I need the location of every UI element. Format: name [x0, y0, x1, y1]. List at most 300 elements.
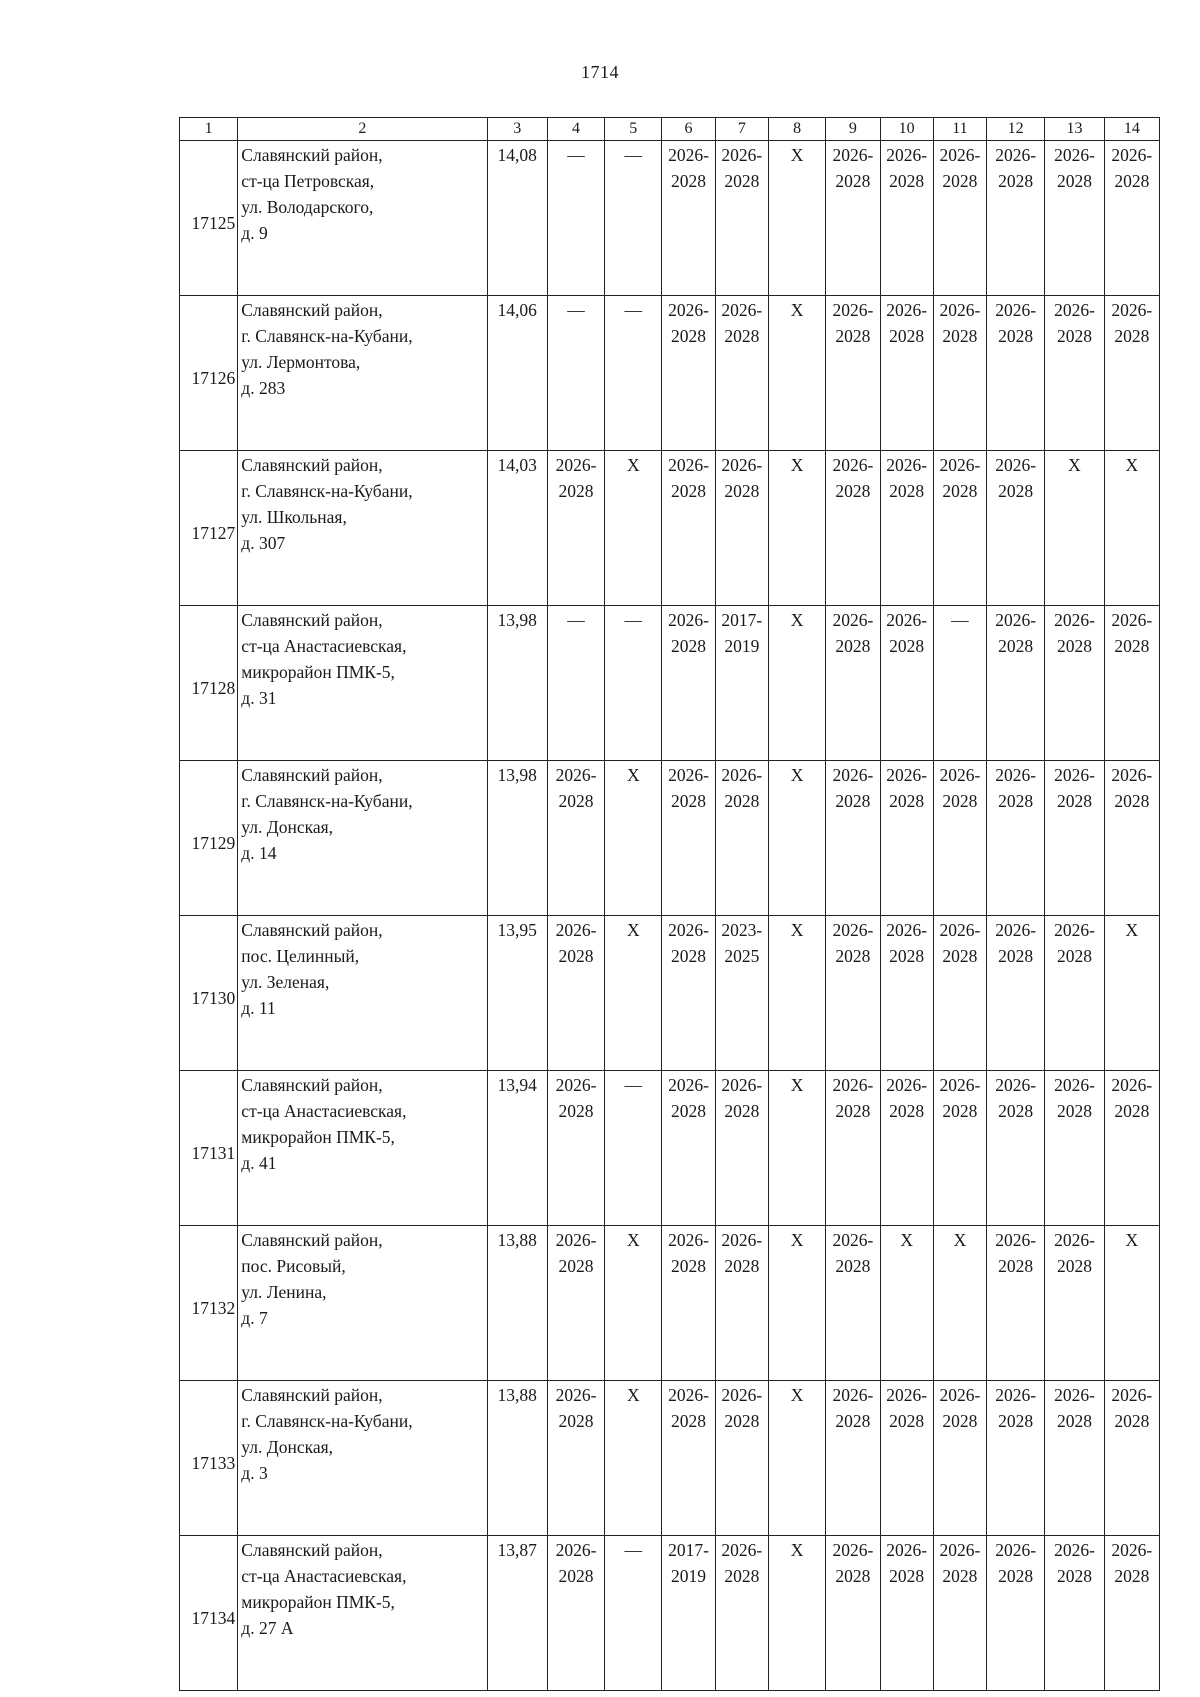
value-cell [1104, 141, 1159, 296]
value-line: 2026- [832, 455, 874, 475]
address-cell [238, 1381, 487, 1536]
value-cell [987, 1071, 1045, 1226]
value-cell [1104, 1381, 1159, 1536]
value-line: 2028 [558, 481, 594, 501]
value-cell [1045, 1226, 1104, 1381]
value-cell [880, 761, 933, 916]
value-line: 2028 [998, 1411, 1034, 1431]
value-line: 2026- [939, 1075, 981, 1095]
value-line: 2028 [724, 791, 760, 811]
value-cell [987, 916, 1045, 1071]
record-id-cell: 17130 [180, 916, 238, 1071]
value-cell [933, 296, 986, 451]
area-cell: 13,88 [487, 1226, 547, 1381]
value-line: 2028 [1056, 1256, 1092, 1276]
column-number-cell: 6 [662, 118, 715, 141]
value-line: 2026- [995, 920, 1037, 940]
value-line: 2028 [998, 636, 1034, 656]
address-cell [238, 606, 487, 761]
value-line: 2026- [832, 920, 874, 940]
record-id-cell: 17134 [180, 1536, 238, 1691]
value-line: 2028 [889, 481, 925, 501]
value-cell [547, 296, 604, 451]
area-cell: 14,03 [487, 451, 547, 606]
value-line: 2026- [832, 300, 874, 320]
address-line: ст-ца Анастасиевская, [241, 636, 407, 656]
address-line: г. Славянск-на-Кубани, [241, 326, 413, 346]
value-line: 2026- [832, 765, 874, 785]
value-cell [933, 606, 986, 761]
table-row [180, 606, 1160, 761]
value-line: 2028 [942, 946, 978, 966]
address-line: микрорайон ПМК-5, [241, 1592, 395, 1612]
value-cell [1104, 296, 1159, 451]
value-line: 2028 [1114, 171, 1150, 191]
value-cell [662, 761, 715, 916]
value-cell [933, 1226, 986, 1381]
value-line: 2028 [724, 481, 760, 501]
value-line: 2028 [724, 171, 760, 191]
value-line: 2028 [998, 481, 1034, 501]
value-cell [880, 141, 933, 296]
value-cell [826, 761, 880, 916]
value-cell [662, 1381, 715, 1536]
value-cell [933, 1071, 986, 1226]
value-line: 2026- [668, 765, 709, 785]
value-cell [1104, 761, 1159, 916]
value-line: Х [626, 920, 640, 940]
value-line: 2028 [889, 791, 925, 811]
value-line: 2026- [886, 610, 928, 630]
value-line: 2028 [724, 1566, 760, 1586]
value-cell [768, 916, 825, 1071]
value-cell [1045, 606, 1104, 761]
value-line: 2026- [668, 610, 709, 630]
record-id-cell: 17125 [180, 141, 238, 296]
value-line: 2026- [555, 1075, 597, 1095]
value-line: 2026- [886, 455, 928, 475]
value-line: Х [790, 1540, 804, 1560]
dash-mark: — [567, 300, 585, 320]
address-line: ул. Донская, [241, 817, 334, 837]
value-line: Х [790, 455, 804, 475]
value-cell [987, 296, 1045, 451]
registry-table [179, 117, 1160, 1691]
value-line: 2026- [939, 455, 981, 475]
value-line: 2026- [555, 765, 597, 785]
record-id-cell: 17131 [180, 1071, 238, 1226]
value-cell [547, 1381, 604, 1536]
value-line: 2023- [721, 920, 763, 940]
value-cell [933, 761, 986, 916]
value-line: Х [790, 1230, 804, 1250]
area-cell: 13,95 [487, 916, 547, 1071]
value-line: 2026- [886, 1075, 928, 1095]
value-cell [1104, 606, 1159, 761]
value-line: Х [790, 1075, 804, 1095]
value-line: 2028 [558, 1566, 594, 1586]
value-line: 2026- [886, 300, 928, 320]
value-cell [933, 916, 986, 1071]
value-cell [1104, 1071, 1159, 1226]
value-cell [715, 1226, 768, 1381]
column-number-cell: 8 [768, 118, 825, 141]
value-line: 2026- [995, 610, 1037, 630]
value-line: 2026- [832, 610, 874, 630]
dash-mark: — [624, 1075, 643, 1095]
value-line: 2026- [1111, 1385, 1153, 1405]
address-cell [238, 1071, 487, 1226]
value-line: 2026- [995, 455, 1037, 475]
address-line: д. 7 [241, 1308, 268, 1328]
value-line: 2028 [835, 171, 871, 191]
address-line: г. Славянск-на-Кубани, [241, 791, 413, 811]
dash-mark: — [624, 610, 643, 630]
value-cell [605, 451, 662, 606]
address-line: ул. Донская, [241, 1437, 334, 1457]
value-line: 2026- [668, 1075, 709, 1095]
value-line: 2028 [889, 1566, 925, 1586]
value-line: 2026- [555, 1385, 597, 1405]
value-line: 2026- [1054, 920, 1095, 940]
value-cell [605, 296, 662, 451]
value-line: Х [790, 765, 804, 785]
value-line: 2028 [671, 791, 707, 811]
address-line: д. 14 [241, 843, 277, 863]
value-cell [547, 451, 604, 606]
value-line: 2017- [668, 1540, 709, 1560]
address-line: Славянский район, [241, 610, 383, 630]
value-line: 2028 [671, 326, 707, 346]
value-line: 2026- [832, 1385, 874, 1405]
record-id-cell: 17127 [180, 451, 238, 606]
address-cell [238, 916, 487, 1071]
value-line: 2026- [721, 1230, 763, 1250]
value-line: 2026- [832, 1230, 874, 1250]
value-line: 2028 [671, 1256, 707, 1276]
value-line: 2028 [671, 171, 707, 191]
value-line: 2026- [555, 920, 597, 940]
value-line: 2026- [1054, 300, 1095, 320]
address-line: г. Славянск-на-Кубани, [241, 1411, 413, 1431]
value-line: 2026- [668, 145, 709, 165]
table-header-row [180, 118, 1160, 141]
value-line: 2026- [1111, 300, 1153, 320]
value-line: 2028 [889, 326, 925, 346]
value-cell [826, 141, 880, 296]
value-cell [715, 1071, 768, 1226]
value-cell [715, 451, 768, 606]
value-line: 2026- [939, 1385, 981, 1405]
address-line: д. 11 [241, 998, 276, 1018]
value-line: 2026- [721, 300, 763, 320]
address-line: д. 307 [241, 533, 286, 553]
value-cell [826, 296, 880, 451]
address-line: д. 9 [241, 223, 268, 243]
column-number-cell: 12 [987, 118, 1045, 141]
table-row [180, 141, 1160, 296]
value-cell [1104, 916, 1159, 1071]
area-cell: 14,06 [487, 296, 547, 451]
value-cell [715, 916, 768, 1071]
value-line: 2026- [668, 1385, 709, 1405]
value-line: 2026- [995, 1540, 1037, 1560]
value-line: 2019 [671, 1566, 707, 1586]
value-line: 2028 [998, 171, 1034, 191]
value-line: 2028 [724, 1411, 760, 1431]
value-line: 2028 [671, 636, 707, 656]
value-line: 2026- [1054, 1540, 1095, 1560]
address-line: Славянский район, [241, 145, 383, 165]
table-row [180, 761, 1160, 916]
value-line: 2028 [835, 481, 871, 501]
value-cell [1045, 1071, 1104, 1226]
value-cell [605, 1381, 662, 1536]
column-number-cell: 10 [880, 118, 933, 141]
table-row [180, 451, 1160, 606]
value-cell [768, 1071, 825, 1226]
value-cell [826, 1071, 880, 1226]
value-line: 2028 [942, 171, 978, 191]
address-cell [238, 451, 487, 606]
value-cell [826, 1381, 880, 1536]
value-cell [547, 1536, 604, 1691]
value-line: Х [626, 1385, 640, 1405]
address-line: ул. Зеленая, [241, 972, 330, 992]
column-number-cell: 7 [715, 118, 768, 141]
value-line: 2026- [1054, 765, 1095, 785]
value-cell [662, 296, 715, 451]
value-cell [547, 606, 604, 761]
value-cell [880, 296, 933, 451]
value-line: 2028 [835, 791, 871, 811]
address-line: г. Славянск-на-Кубани, [241, 481, 413, 501]
value-line: 2028 [889, 1101, 925, 1121]
value-cell [715, 761, 768, 916]
address-line: ст-ца Анастасиевская, [241, 1566, 407, 1586]
address-line: ул. Володарского, [241, 197, 374, 217]
value-line: 2028 [1056, 1101, 1092, 1121]
value-line: 2026- [721, 455, 763, 475]
address-line: Славянский район, [241, 765, 383, 785]
value-cell [662, 1536, 715, 1691]
value-line: Х [790, 145, 804, 165]
area-cell: 13,87 [487, 1536, 547, 1691]
value-line: 2028 [998, 326, 1034, 346]
value-cell [987, 141, 1045, 296]
value-cell [605, 1226, 662, 1381]
column-number-cell: 11 [933, 118, 986, 141]
value-line: 2026- [1054, 1230, 1095, 1250]
value-cell [826, 1226, 880, 1381]
value-line: 2026- [668, 920, 709, 940]
value-line: 2025 [724, 946, 760, 966]
record-id-cell: 17129 [180, 761, 238, 916]
value-line: 2028 [998, 791, 1034, 811]
value-line: 2026- [721, 1385, 763, 1405]
value-cell [826, 606, 880, 761]
value-line: Х [790, 610, 804, 630]
value-line: 2028 [942, 1101, 978, 1121]
area-cell: 14,08 [487, 141, 547, 296]
value-line: 2026- [886, 920, 928, 940]
value-line: 2028 [942, 1411, 978, 1431]
area-cell: 13,98 [487, 606, 547, 761]
address-line: ул. Ленина, [241, 1282, 327, 1302]
value-line: 2028 [835, 1566, 871, 1586]
area-cell: 13,98 [487, 761, 547, 916]
address-line: ул. Лермонтова, [241, 352, 361, 372]
value-cell [605, 761, 662, 916]
column-number-cell: 3 [487, 118, 547, 141]
value-cell [987, 1536, 1045, 1691]
address-line: Славянский район, [241, 455, 383, 475]
address-line: ст-ца Петровская, [241, 171, 375, 191]
value-cell [715, 1536, 768, 1691]
area-cell: 13,88 [487, 1381, 547, 1536]
value-line: Х [790, 1385, 804, 1405]
value-line: 2028 [558, 946, 594, 966]
value-cell [1045, 761, 1104, 916]
value-line: 2028 [1056, 171, 1092, 191]
value-cell [768, 761, 825, 916]
value-cell [880, 1381, 933, 1536]
value-cell [768, 1381, 825, 1536]
value-line: Х [1125, 455, 1139, 475]
value-line: 2028 [724, 1256, 760, 1276]
value-line: 2026- [832, 1075, 874, 1095]
value-cell [1104, 1536, 1159, 1691]
value-cell [768, 1226, 825, 1381]
value-line: 2028 [558, 1101, 594, 1121]
value-line: 2028 [671, 1101, 707, 1121]
value-cell [826, 916, 880, 1071]
value-cell [662, 1226, 715, 1381]
value-line: 2028 [558, 1411, 594, 1431]
table-row [180, 1536, 1160, 1691]
value-line: 2028 [724, 1101, 760, 1121]
value-line: 2028 [1056, 326, 1092, 346]
value-line: 2026- [939, 920, 981, 940]
value-line: 2026- [721, 765, 763, 785]
value-cell [1104, 1226, 1159, 1381]
value-line: 2026- [995, 765, 1037, 785]
value-line: 2028 [1114, 636, 1150, 656]
value-cell [1104, 451, 1159, 606]
value-line: 2026- [1111, 1075, 1153, 1095]
value-cell [547, 916, 604, 1071]
value-line: 2028 [835, 1101, 871, 1121]
address-line: д. 31 [241, 688, 277, 708]
value-line: Х [626, 455, 640, 475]
value-line: 2028 [558, 1256, 594, 1276]
address-cell [238, 1226, 487, 1381]
value-line: 2026- [939, 300, 981, 320]
value-cell [768, 1536, 825, 1691]
value-cell [662, 1071, 715, 1226]
dash-mark: — [624, 145, 643, 165]
area-cell: 13,94 [487, 1071, 547, 1226]
value-line: 2028 [889, 946, 925, 966]
value-line: 2028 [1114, 1566, 1150, 1586]
address-cell [238, 1536, 487, 1691]
value-cell [987, 451, 1045, 606]
value-line: 2026- [995, 145, 1037, 165]
value-line: 2028 [835, 1256, 871, 1276]
value-cell [933, 141, 986, 296]
value-cell [1045, 296, 1104, 451]
value-line: 2026- [1111, 610, 1153, 630]
table-row [180, 916, 1160, 1071]
value-cell [987, 1381, 1045, 1536]
address-line: ул. Школьная, [241, 507, 347, 527]
value-cell [880, 451, 933, 606]
dash-mark: — [951, 610, 969, 630]
address-line: Славянский район, [241, 1075, 383, 1095]
value-cell [715, 141, 768, 296]
address-line: микрорайон ПМК-5, [241, 1127, 395, 1147]
value-line: 2026- [886, 1540, 928, 1560]
address-line: д. 27 А [241, 1618, 294, 1638]
value-line: 2028 [1114, 1101, 1150, 1121]
value-line: 2028 [724, 326, 760, 346]
value-line: 2026- [995, 1075, 1037, 1095]
value-line: 2028 [998, 1256, 1034, 1276]
value-line: 2026- [995, 300, 1037, 320]
value-cell [880, 916, 933, 1071]
value-line: 2026- [668, 455, 709, 475]
value-cell [768, 606, 825, 761]
value-line: 2026- [886, 145, 928, 165]
value-cell [715, 1381, 768, 1536]
value-line: 2026- [555, 455, 597, 475]
value-cell [1045, 1381, 1104, 1536]
value-line: 2028 [1056, 636, 1092, 656]
value-cell [933, 451, 986, 606]
value-line: 2028 [1056, 1411, 1092, 1431]
column-number-cell: 9 [826, 118, 880, 141]
value-cell [547, 1071, 604, 1226]
record-id-cell: 17132 [180, 1226, 238, 1381]
value-cell [605, 1071, 662, 1226]
value-line: 2028 [1114, 326, 1150, 346]
value-cell [880, 1536, 933, 1691]
value-line: Х [626, 765, 640, 785]
address-cell [238, 761, 487, 916]
value-line: 2026- [1054, 610, 1095, 630]
value-line: 2028 [1114, 791, 1150, 811]
address-line: пос. Рисовый, [241, 1256, 346, 1276]
value-line: 2026- [886, 765, 928, 785]
value-line: 2026- [886, 1385, 928, 1405]
value-line: 2019 [724, 636, 760, 656]
value-line: 2028 [835, 636, 871, 656]
value-line: 2028 [998, 1101, 1034, 1121]
value-line: 2026- [1111, 145, 1153, 165]
value-line: 2026- [668, 1230, 709, 1250]
column-number-cell: 14 [1104, 118, 1159, 141]
value-line: 2028 [1056, 946, 1092, 966]
value-line: 2026- [668, 300, 709, 320]
value-cell [768, 296, 825, 451]
record-id-cell: 17126 [180, 296, 238, 451]
value-line: 2028 [889, 171, 925, 191]
value-cell [662, 141, 715, 296]
value-line: 2026- [721, 145, 763, 165]
value-line: 2028 [1114, 1411, 1150, 1431]
value-cell [987, 761, 1045, 916]
value-line: 2026- [555, 1230, 597, 1250]
